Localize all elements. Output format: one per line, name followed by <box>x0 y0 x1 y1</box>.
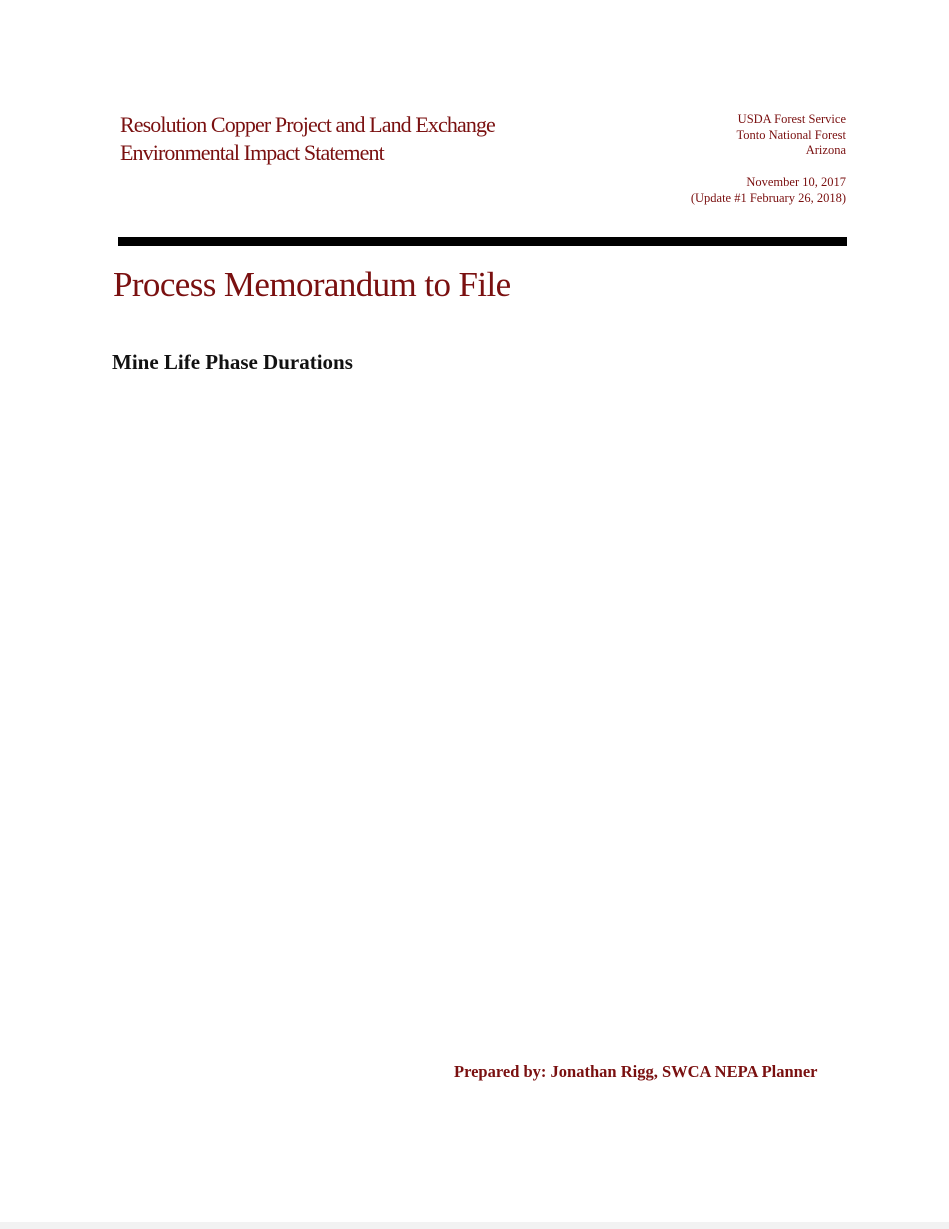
memo-title: Process Memorandum to File <box>113 265 511 304</box>
header-divider <box>118 237 847 246</box>
agency-name: USDA Forest Service <box>737 112 846 126</box>
prepared-by: Prepared by: Jonathan Rigg, SWCA NEPA Planner <box>454 1062 818 1081</box>
project-title-line-1: Resolution Copper Project and Land Exchange <box>120 112 495 137</box>
project-title <box>120 111 600 167</box>
memo-update-date: (Update #1 February 26, 2018) <box>690 190 846 205</box>
project-title-line-2: Environmental Impact Statement <box>120 140 384 165</box>
forest-name: Tonto National Forest <box>736 127 846 142</box>
date-block <box>691 175 846 206</box>
page-bottom-edge <box>0 1222 949 1229</box>
memo-subtitle: Mine Life Phase Durations <box>112 350 353 374</box>
state-name: Arizona <box>805 143 846 157</box>
agency-block <box>736 112 846 159</box>
memo-date: November 10, 2017 <box>746 175 846 189</box>
